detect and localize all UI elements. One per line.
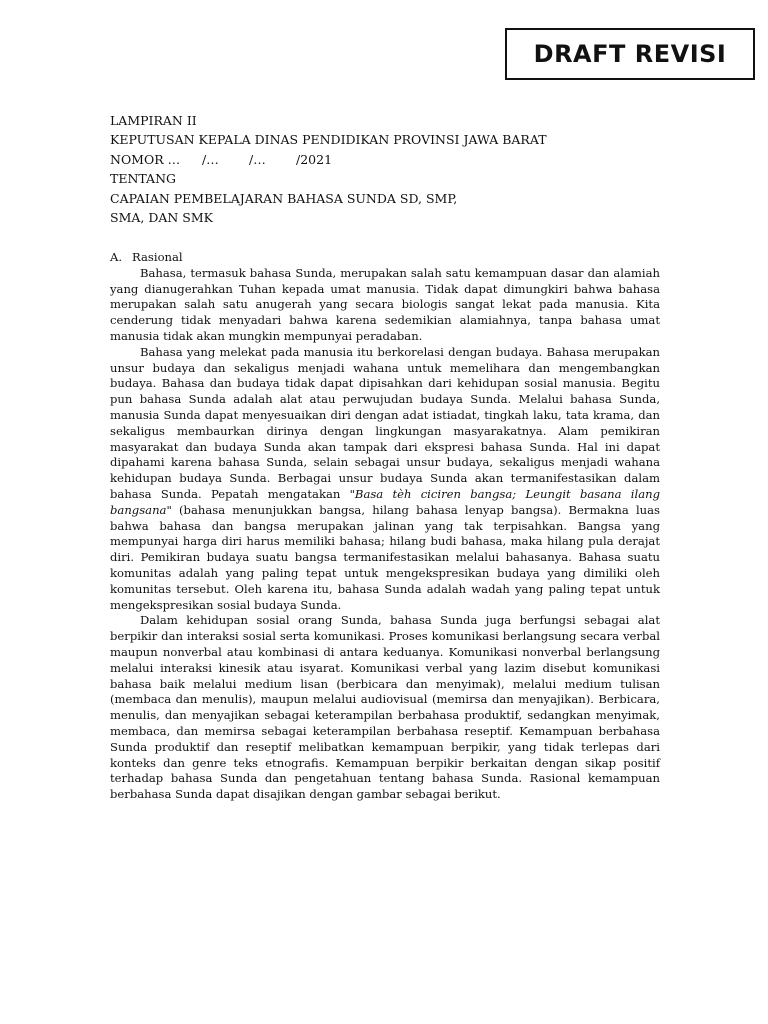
- nomor-year: /2021: [296, 151, 333, 167]
- keputusan-line: KEPUTUSAN KEPALA DINAS PENDIDIKAN PROVINSI JAWA BARAT: [110, 132, 547, 148]
- document-title-line-2: SMA, DAN SMK: [110, 210, 213, 226]
- section-title: Rasional: [132, 250, 183, 264]
- section-rasional: [110, 250, 660, 803]
- paragraph-2-text-before: Bahasa yang melekat pada manusia itu berkorelasi dengan budaya. Bahasa merupakan unsur budaya dan sekaligus menjadi wahana untuk memelihara dan mengembangkan budaya. Bahasa dan budaya tidak dapat dipisahkan dari kehidupan sosial manusia. Begitu pun bahasa Sunda adalah alat atau perwujudan budaya Sunda. Melalui bahasa Sunda, manusia Sunda dapat menyesuaikan diri dengan adat istiadat, tingkah laku, tata krama, dan sekaligus membaurkan dirinya dengan lingkungan masyarakatnya. Alam pemikiran masyarakat dan budaya Sunda akan tampak dari ekspresi bahasa Sunda. Hal ini dapat dipahami karena bahasa Sunda, selain sebagai unsur budaya, sekaligus menjadi wahana kehidupan budaya Sunda. Berbagai unsur budaya Sunda akan termanifestasikan dalam bahasa Sunda. Pepatah mengatakan ": [110, 344, 660, 501]
- nomor-line: [110, 150, 670, 169]
- paragraph-1: Bahasa, termasuk bahasa Sunda, merupakan salah satu kemampuan dasar dan alamiah yang dianugerahkan Tuhan kepada umat manusia. Tidak dapat dimungkiri bahwa bahasa merupakan salah satu anugerah yang secara biologis sangat lekat pada manusia. Kita cenderung tidak menyadari bahwa karena sedemikian alamiahnya, tanpa bahasa umat manusia tidak akan mungkin mempunyai peradaban.: [110, 265, 660, 343]
- tentang-label: TENTANG: [110, 171, 177, 187]
- section-heading: [110, 250, 660, 266]
- document-header: [110, 111, 670, 227]
- section-letter: A.: [110, 250, 123, 264]
- stamp-label: DRAFT REVISI: [533, 40, 727, 68]
- lampiran-label: LAMPIRAN II: [110, 113, 197, 128]
- draft-revisi-stamp: [505, 28, 755, 80]
- nomor-label: NOMOR …: [110, 151, 181, 167]
- nomor-part-2: /…: [202, 151, 219, 167]
- paragraph-2: [110, 345, 660, 614]
- paragraph-2-proverb: Basa tèh ciciren bangsa; Leungit basana ilang bangsana: [110, 486, 660, 517]
- paragraph-2-text-after: " (bahasa menunjukkan bangsa, hilang bahasa lenyap bangsa). Bermakna luas bahwa bahasa dan bangsa merupakan jalinan yang tak terpisahkan. Bangsa yang mempunyai harga diri harus memiliki bahasa; hilang budi bahasa, maka hilang pula derajat diri. Pemikiran budaya suatu bangsa termanifestasikan melalui bahasanya. Bahasa suatu komunitas adalah yang paling tepat untuk mengekspresikan budaya yang dimiliki oleh komunitas tersebut. Oleh karena itu, bahasa Sunda adalah wadah yang paling tepat untuk mengekspresikan sosial budaya Sunda.: [110, 502, 660, 612]
- paragraph-3: Dalam kehidupan sosial orang Sunda, bahasa Sunda juga berfungsi sebagai alat berpikir dan interaksi sosial serta komunikasi. Proses komunikasi berlangsung secara verbal maupun nonverbal atau kombinasi di antara keduanya. Komunikasi nonverbal berlangsung melalui interaksi kinesik atau isyarat. Komunikasi verbal yang lazim disebut komunikasi bahasa baik melalui medium lisan (berbicara dan menyimak), melalui medium tulisan (membaca dan menulis), maupun melalui audiovisual (memirsa dan menyajikan). Berbicara, menulis, dan menyajikan sebagai keterampilan berbahasa produktif, sedangkan menyimak, membaca, dan memirsa sebagai keterampilan berbahasa reseptif. Kemampuan berbahasa Sunda produktif dan reseptif melibatkan kemampuan berpikir, yang tidak terlepas dari konteks dan genre teks etnografis. Kemampuan berpikir berkaitan dengan sikap positif terhadap bahasa Sunda dan pengetahuan tentang bahasa Sunda. Rasional kemampuan berbahasa Sunda dapat disajikan dengan gambar sebagai berikut.: [110, 613, 660, 802]
- document-title-line-1: CAPAIAN PEMBELAJARAN BAHASA SUNDA SD, SMP,: [110, 190, 458, 206]
- nomor-part-3: /…: [249, 151, 266, 167]
